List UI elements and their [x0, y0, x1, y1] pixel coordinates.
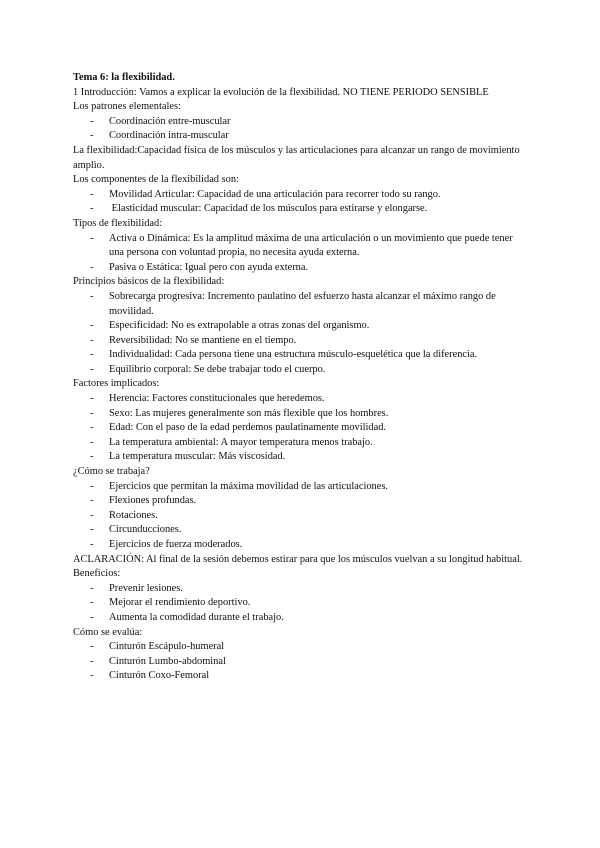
section-principios [73, 275, 540, 377]
list-item: - Ejercicios de fuerza moderados. [73, 538, 540, 553]
section-heading: Los componentes de la flexibilidad son: [73, 174, 239, 186]
section-factores [73, 377, 540, 465]
section-aclaracion [73, 553, 540, 568]
clarification-paragraph: ACLARACIÓN: Al final de la sesión debemos estirar para que los músculos vuelvan a su longitud habitual. [73, 553, 523, 565]
list-item: - La temperatura muscular: Más viscosidad. [73, 450, 540, 465]
list-item: - Activa o Dinámica: Es la amplitud máxima de una articulación o un movimiento que puede tener una persona con voluntad propia, no necesita ayuda externa. [73, 232, 540, 261]
bullet-list [73, 582, 540, 626]
section-heading: Cómo se evalúa: [73, 626, 143, 638]
section-patrones [73, 100, 540, 144]
list-item: - Circunducciones. [73, 523, 540, 538]
list-item: - Individualidad: Cada persona tiene una estructura músculo-esquelética que la diferencia. [73, 348, 540, 363]
bullet-list [73, 640, 540, 684]
list-item: - Cinturón Escápulo-humeral [73, 640, 540, 655]
section-como-se-trabaja [73, 465, 540, 553]
section-heading: Beneficios: [73, 568, 121, 580]
intro-paragraph: 1 Introducción: Vamos a explicar la evolución de la flexibilidad. NO TIENE PERIODO SENSIBLE [73, 86, 489, 98]
section-heading: Los patrones elementales: [73, 101, 181, 113]
list-item: - Coordinación entre-muscular [73, 115, 540, 130]
bullet-list [73, 480, 540, 553]
section-tipos [73, 217, 540, 275]
list-item: - Ejercicios que permitan la máxima movilidad de las articulaciones. [73, 480, 540, 495]
list-item: - Herencia: Factores constitucionales que heredemos. [73, 392, 540, 407]
list-item: - Cinturón Lumbo-abdominal [73, 655, 540, 670]
section-heading: Tipos de flexibilidad: [73, 217, 163, 229]
list-item: - Movilidad Articular: Capacidad de una articulación para recorrer todo su rango. [73, 188, 540, 203]
list-item: - Cinturón Coxo-Femoral [73, 669, 540, 684]
list-item: - Especificidad: No es extrapolable a otras zonas del organismo. [73, 319, 540, 334]
bullet-list [73, 290, 540, 378]
section-componentes [73, 173, 540, 217]
section-definicion [73, 144, 540, 173]
list-item: - Sexo: Las mujeres generalmente son más flexible que los hombres. [73, 407, 540, 422]
section-heading: ¿Cómo se trabaja? [73, 466, 150, 478]
section-heading: Principios básicos de la flexibilidad: [73, 276, 225, 288]
list-item: - Aumenta la comodidad durante el trabajo. [73, 611, 540, 626]
list-item: - Equilibrio corporal: Se debe trabajar todo el cuerpo. [73, 363, 540, 378]
list-item: - Reversibilidad: No se mantiene en el tiempo. [73, 334, 540, 349]
list-item: - Mejorar el rendimiento deportivo. [73, 596, 540, 611]
section-evaluacion [73, 626, 540, 684]
document-title: Tema 6: la flexibilidad. [73, 72, 175, 83]
list-item: - Edad: Con el paso de la edad perdemos paulatinamente movilidad. [73, 421, 540, 436]
bullet-list [73, 115, 540, 144]
bullet-list [73, 188, 540, 217]
section-heading: Factores implicados: [73, 378, 160, 390]
list-item: - Sobrecarga progresiva: Incremento paulatino del esfuerzo hasta alcanzar el máximo rango de movilidad. [73, 290, 540, 319]
list-item: - Prevenir lesiones. [73, 582, 540, 597]
list-item: - Pasiva o Estática: Igual pero con ayuda externa. [73, 261, 540, 276]
section-beneficios [73, 567, 540, 625]
list-item: - Elasticidad muscular: Capacidad de los músculos para estirarse y elongarse. [73, 202, 540, 217]
bullet-list [73, 232, 540, 276]
definition-paragraph: La flexibilidad:Capacidad física de los músculos y las articulaciones para alcanzar un rango de movimiento amplio. [73, 144, 520, 171]
list-item: - Rotaciones. [73, 509, 540, 524]
list-item: - Flexiones profundas. [73, 494, 540, 509]
list-item: - La temperatura ambiental: A mayor temperatura menos trabajo. [73, 436, 540, 451]
bullet-list [73, 392, 540, 465]
list-item: - Coordinación intra-muscular [73, 129, 540, 144]
